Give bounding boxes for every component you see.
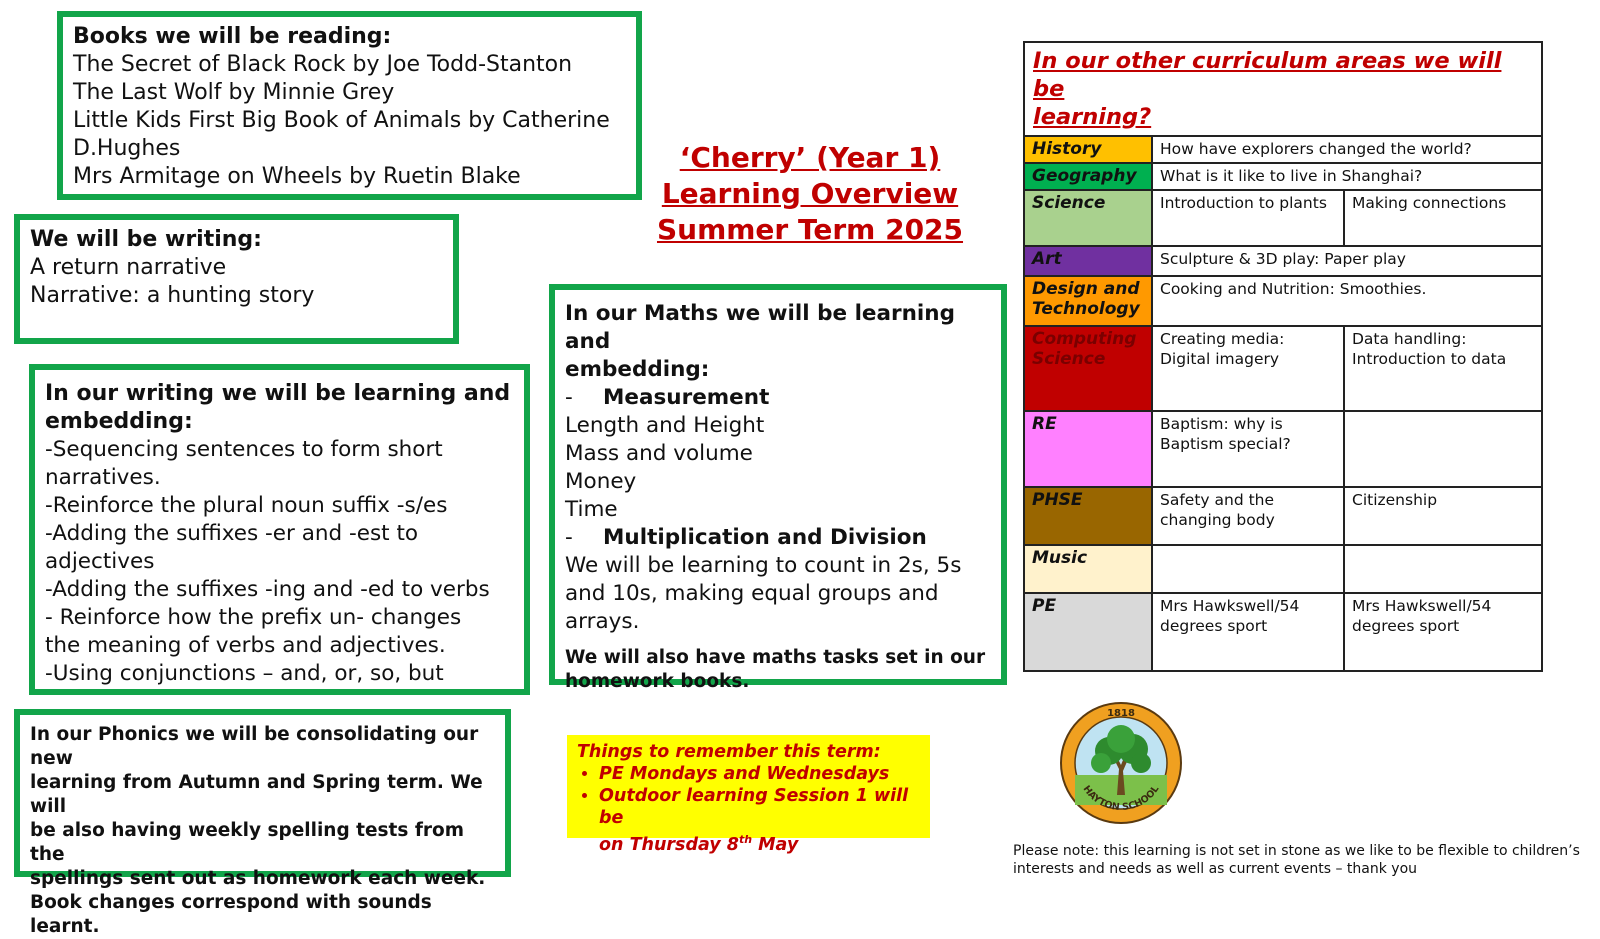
subject-history: History — [1024, 136, 1152, 163]
curriculum-cell: Making connections — [1344, 190, 1542, 246]
caption-line: In our other curriculum areas we will be — [1033, 48, 1502, 102]
table-row — [1024, 276, 1542, 326]
maths-line: Time — [565, 497, 618, 522]
subject-science: Science — [1024, 190, 1152, 246]
curriculum-cell: What is it like to live in Shanghai? — [1152, 163, 1542, 190]
maths-line: arrays. — [565, 609, 640, 634]
reminder-item — [599, 785, 920, 856]
cell-line: Mrs Hawkswell/54 — [1352, 597, 1492, 615]
books-box — [57, 11, 642, 200]
logo-year: 1818 — [1107, 708, 1135, 719]
cell-line: degrees sport — [1352, 617, 1460, 635]
reminders-box — [567, 735, 930, 855]
subject-line: Technology — [1032, 299, 1140, 319]
cell-line: Safety and the — [1160, 491, 1275, 509]
disclaimer-note — [1013, 842, 1598, 878]
maths-section-title: Multiplication and Division — [603, 525, 927, 550]
curriculum-cell — [1152, 487, 1344, 545]
phonics-line: In our Phonics we will be consolidating our new — [30, 724, 479, 769]
cell-line: Data handling: — [1352, 330, 1467, 348]
writing-learning-line: - Reinforce how the prefix un- changes — [45, 605, 462, 630]
title-line: Learning Overview — [661, 177, 959, 210]
subject-pe: PE — [1024, 593, 1152, 671]
cell-line: Creating media: — [1160, 330, 1285, 348]
table-row — [1024, 190, 1542, 246]
writing-learning-line: narratives. — [45, 465, 161, 490]
reminder-text: Outdoor learning Session 1 will be — [599, 786, 909, 828]
table-row — [1024, 487, 1542, 545]
writing-learning-heading: embedding: — [45, 409, 193, 434]
writing-heading: We will be writing: — [30, 227, 262, 252]
cell-line: Baptism special? — [1160, 435, 1291, 453]
cell-line: Introduction to data — [1352, 350, 1507, 368]
subject-computing-science — [1024, 326, 1152, 411]
maths-note-line: We will also have maths tasks set in our — [565, 647, 986, 668]
writing-learning-line: -Using conjunctions – and, or, so, but — [45, 661, 444, 686]
subject-re: RE — [1024, 411, 1152, 487]
curriculum-cell — [1344, 326, 1542, 411]
writing-learning-line: the meaning of verbs and adjectives. — [45, 633, 446, 658]
maths-box — [549, 284, 1007, 692]
cell-line: Baptism: why is — [1160, 415, 1283, 433]
curriculum-table — [1023, 41, 1543, 672]
disclaimer-line: Please note: this learning is not set in stone as we like to be flexible to children’s — [1013, 843, 1580, 859]
subject-music: Music — [1024, 545, 1152, 593]
phonics-line: be also having weekly spelling tests from the — [30, 820, 464, 865]
curriculum-cell — [1344, 593, 1542, 671]
school-logo — [1057, 699, 1185, 827]
maths-section-measurement — [565, 384, 991, 412]
reminder-text: on Thursday 8 — [599, 834, 739, 855]
subject-line: Computing — [1032, 329, 1137, 349]
curriculum-cell — [1152, 411, 1344, 487]
title-line: Summer Term 2025 — [656, 213, 964, 246]
maths-section-title: Measurement — [603, 385, 770, 410]
writing-item: Narrative: a hunting story — [30, 283, 315, 308]
subject-geography: Geography — [1024, 163, 1152, 190]
subject-design-technology — [1024, 276, 1152, 326]
reminder-item: • PE Mondays and Wednesdays — [599, 763, 920, 785]
curriculum-cell: Citizenship — [1344, 487, 1542, 545]
writing-learning-heading: In our writing we will be learning and — [45, 381, 511, 406]
curriculum-caption-row — [1024, 42, 1542, 136]
table-row — [1024, 326, 1542, 411]
writing-learning-box — [29, 364, 530, 695]
table-row — [1024, 545, 1542, 593]
bullet-dash: - — [565, 525, 573, 550]
page-title — [640, 140, 980, 248]
maths-line: Length and Height — [565, 413, 765, 438]
book-item: Little Kids First Big Book of Animals by Catherine — [73, 108, 610, 133]
book-item: D.Hughes — [73, 136, 181, 161]
table-row — [1024, 411, 1542, 487]
curriculum-cell: How have explorers changed the world? — [1152, 136, 1542, 163]
curriculum-cell: Sculpture & 3D play: Paper play — [1152, 246, 1542, 276]
table-row — [1024, 246, 1542, 276]
cell-line: Digital imagery — [1160, 350, 1280, 368]
curriculum-cell — [1152, 545, 1344, 593]
subject-art: Art — [1024, 246, 1152, 276]
reminder-text: May — [752, 834, 799, 855]
subject-line: Science — [1032, 349, 1106, 369]
curriculum-cell — [1152, 326, 1344, 411]
writing-learning-line: adjectives — [45, 549, 155, 574]
bullet-dash: - — [565, 385, 573, 410]
maths-line: Money — [565, 469, 637, 494]
table-row — [1024, 593, 1542, 671]
cell-line: Mrs Hawkswell/54 — [1160, 597, 1300, 615]
curriculum-cell — [1344, 411, 1542, 487]
writing-learning-line: -Reinforce the plural noun suffix -s/es — [45, 493, 448, 518]
maths-homework-note — [565, 646, 991, 694]
title-line: ‘Cherry’ (Year 1) — [679, 141, 941, 174]
writing-box — [14, 214, 459, 344]
caption-line: learning? — [1033, 104, 1152, 130]
subject-phse: PHSE — [1024, 487, 1152, 545]
maths-heading: embedding: — [565, 357, 710, 382]
writing-learning-line: -Adding the suffixes -ing and -ed to verbs — [45, 577, 490, 602]
books-heading: Books we will be reading: — [73, 24, 392, 49]
disclaimer-line: interests and needs as well as current events – thank you — [1013, 861, 1418, 877]
maths-line: and 10s, making equal groups and — [565, 581, 939, 606]
subject-line: Design and — [1032, 279, 1140, 299]
curriculum-caption — [1024, 42, 1542, 136]
phonics-line: spellings sent out as homework each week. — [30, 868, 486, 889]
writing-learning-line: -Adding the suffixes -er and -est to — [45, 521, 419, 546]
cell-line: degrees sport — [1160, 617, 1268, 635]
maths-note-line: homework books. — [565, 671, 750, 692]
phonics-line: learning from Autumn and Spring term. We will — [30, 772, 483, 817]
logo-name: HAYTON SCHOOL — [1080, 783, 1162, 814]
maths-line: We will be learning to count in 2s, 5s — [565, 553, 962, 578]
curriculum-cell — [1152, 593, 1344, 671]
table-row — [1024, 136, 1542, 163]
book-item: The Secret of Black Rock by Joe Todd-Stanton — [73, 52, 573, 77]
maths-line: Mass and volume — [565, 441, 753, 466]
maths-heading: In our Maths we will be learning and — [565, 301, 956, 354]
book-item: The Last Wolf by Minnie Grey — [73, 80, 395, 105]
writing-item: A return narrative — [30, 255, 227, 280]
maths-section-multiplication — [565, 524, 991, 552]
writing-learning-line: -Sequencing sentences to form short — [45, 437, 443, 462]
book-item: Mrs Armitage on Wheels by Ruetin Blake — [73, 164, 521, 189]
phonics-box — [14, 709, 511, 937]
curriculum-cell: Introduction to plants — [1152, 190, 1344, 246]
table-row — [1024, 163, 1542, 190]
reminder-superscript: th — [738, 833, 753, 846]
curriculum-cell: Cooking and Nutrition: Smoothies. — [1152, 276, 1542, 326]
phonics-line: Book changes correspond with sounds learnt. — [30, 892, 432, 937]
reminders-heading: Things to remember this term: — [577, 742, 881, 762]
curriculum-cell — [1344, 545, 1542, 593]
cell-line: changing body — [1160, 511, 1275, 529]
